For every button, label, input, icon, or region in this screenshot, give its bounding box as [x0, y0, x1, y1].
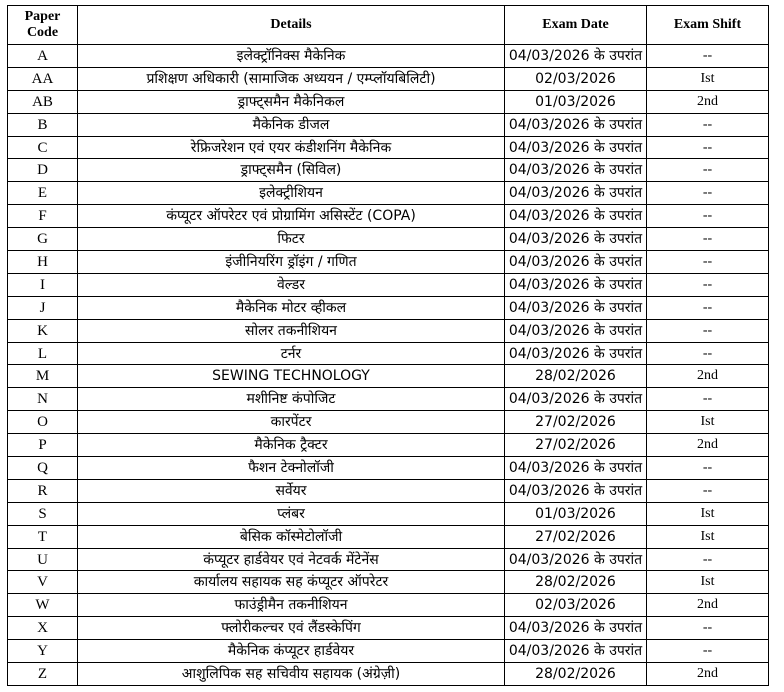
table-row: [8, 457, 769, 480]
table-row: [8, 67, 769, 90]
paper-code-cell: Y: [8, 640, 78, 663]
details-cell: SEWING TECHNOLOGY: [78, 365, 505, 388]
paper-code-cell: AA: [8, 67, 78, 90]
exam-date-cell: 28/02/2026: [505, 571, 647, 594]
exam-date-cell: 04/03/2026 के उपरांत: [505, 251, 647, 274]
table-row: [8, 411, 769, 434]
exam-shift-cell: Ist: [647, 67, 769, 90]
table-row: [8, 251, 769, 274]
header-details: Details: [78, 6, 505, 45]
paper-code-cell: P: [8, 434, 78, 457]
exam-date-cell: 04/03/2026 के उपरांत: [505, 113, 647, 136]
details-cell: इलेक्ट्रॉनिक्स मैकेनिक: [78, 45, 505, 68]
table-row: [8, 90, 769, 113]
paper-code-cell: J: [8, 296, 78, 319]
details-cell: कार्यालय सहायक सह कंप्यूटर ऑपरेटर: [78, 571, 505, 594]
details-cell: वेल्डर: [78, 273, 505, 296]
exam-date-cell: 04/03/2026 के उपरांत: [505, 228, 647, 251]
exam-shift-cell: 2nd: [647, 365, 769, 388]
exam-date-cell: 04/03/2026 के उपरांत: [505, 388, 647, 411]
paper-code-cell: E: [8, 182, 78, 205]
exam-shift-cell: --: [647, 640, 769, 663]
exam-shift-cell: --: [647, 388, 769, 411]
paper-code-cell: Q: [8, 457, 78, 480]
exam-shift-cell: --: [647, 45, 769, 68]
header-exam-date: Exam Date: [505, 6, 647, 45]
details-cell: कंप्यूटर ऑपरेटर एवं प्रोग्रामिंग असिस्टेंट (COPA): [78, 205, 505, 228]
paper-code-cell: AB: [8, 90, 78, 113]
details-cell: प्लंबर: [78, 502, 505, 525]
exam-shift-cell: --: [647, 617, 769, 640]
paper-code-cell: L: [8, 342, 78, 365]
exam-shift-cell: --: [647, 136, 769, 159]
exam-shift-cell: 2nd: [647, 594, 769, 617]
details-cell: आशुलिपिक सह सचिवीय सहायक (अंग्रेज़ी): [78, 663, 505, 686]
details-cell: सोलर तकनीशियन: [78, 319, 505, 342]
exam-date-cell: 04/03/2026 के उपरांत: [505, 205, 647, 228]
table-row: [8, 388, 769, 411]
paper-code-cell: D: [8, 159, 78, 182]
exam-date-cell: 02/03/2026: [505, 67, 647, 90]
table-row: [8, 228, 769, 251]
exam-date-cell: 04/03/2026 के उपरांत: [505, 319, 647, 342]
details-cell: मशीनिष्ट कंपोजिट: [78, 388, 505, 411]
table-header-row: [8, 6, 769, 45]
exam-date-cell: 04/03/2026 के उपरांत: [505, 640, 647, 663]
table-row: [8, 273, 769, 296]
table-row: [8, 663, 769, 686]
table-row: [8, 640, 769, 663]
paper-code-cell: B: [8, 113, 78, 136]
table-row: [8, 434, 769, 457]
exam-date-cell: 27/02/2026: [505, 525, 647, 548]
exam-date-cell: 04/03/2026 के उपरांत: [505, 136, 647, 159]
paper-code-cell: G: [8, 228, 78, 251]
exam-shift-cell: --: [647, 319, 769, 342]
table-row: [8, 159, 769, 182]
paper-code-cell: F: [8, 205, 78, 228]
exam-date-cell: 04/03/2026 के उपरांत: [505, 342, 647, 365]
paper-code-cell: X: [8, 617, 78, 640]
details-cell: मैकेनिक मोटर व्हीकल: [78, 296, 505, 319]
exam-date-cell: 28/02/2026: [505, 365, 647, 388]
details-cell: फैशन टेक्नोलॉजी: [78, 457, 505, 480]
paper-code-cell: W: [8, 594, 78, 617]
table-row: [8, 342, 769, 365]
exam-shift-cell: 2nd: [647, 90, 769, 113]
paper-code-cell: K: [8, 319, 78, 342]
exam-schedule-table: [7, 5, 769, 686]
exam-shift-cell: Ist: [647, 411, 769, 434]
paper-code-cell: R: [8, 479, 78, 502]
table-row: [8, 182, 769, 205]
details-cell: ड्राफ्ट्समैन मैकेनिकल: [78, 90, 505, 113]
exam-date-cell: 04/03/2026 के उपरांत: [505, 548, 647, 571]
paper-code-cell: H: [8, 251, 78, 274]
paper-code-cell: M: [8, 365, 78, 388]
table-row: [8, 205, 769, 228]
details-cell: फ्लोरीकल्चर एवं लैंडस्केपिंग: [78, 617, 505, 640]
exam-date-cell: 04/03/2026 के उपरांत: [505, 159, 647, 182]
details-cell: कारपेंटर: [78, 411, 505, 434]
exam-shift-cell: Ist: [647, 502, 769, 525]
exam-shift-cell: --: [647, 205, 769, 228]
exam-date-cell: 04/03/2026 के उपरांत: [505, 296, 647, 319]
exam-shift-cell: --: [647, 251, 769, 274]
table-row: [8, 571, 769, 594]
details-cell: मैकेनिक डीजल: [78, 113, 505, 136]
exam-shift-cell: 2nd: [647, 434, 769, 457]
paper-code-cell: U: [8, 548, 78, 571]
table-row: [8, 548, 769, 571]
paper-code-cell: T: [8, 525, 78, 548]
details-cell: इलेक्ट्रीशियन: [78, 182, 505, 205]
exam-shift-cell: --: [647, 296, 769, 319]
exam-shift-cell: --: [647, 113, 769, 136]
table-body: [8, 45, 769, 686]
table-row: [8, 113, 769, 136]
details-cell: टर्नर: [78, 342, 505, 365]
table-row: [8, 319, 769, 342]
details-cell: रेफ्रिजरेशन एवं एयर कंडीशनिंग मैकेनिक: [78, 136, 505, 159]
table-row: [8, 136, 769, 159]
paper-code-cell: S: [8, 502, 78, 525]
exam-shift-cell: --: [647, 159, 769, 182]
paper-code-cell: Z: [8, 663, 78, 686]
exam-shift-cell: 2nd: [647, 663, 769, 686]
exam-date-cell: 01/03/2026: [505, 90, 647, 113]
exam-date-cell: 04/03/2026 के उपरांत: [505, 45, 647, 68]
paper-code-cell: C: [8, 136, 78, 159]
table-row: [8, 296, 769, 319]
paper-code-cell: V: [8, 571, 78, 594]
exam-date-cell: 28/02/2026: [505, 663, 647, 686]
exam-date-cell: 04/03/2026 के उपरांत: [505, 617, 647, 640]
details-cell: मैकेनिक ट्रैक्टर: [78, 434, 505, 457]
table-row: [8, 617, 769, 640]
exam-shift-cell: --: [647, 342, 769, 365]
exam-date-cell: 04/03/2026 के उपरांत: [505, 273, 647, 296]
details-cell: कंप्यूटर हार्डवेयर एवं नेटवर्क मेंटेनेंस: [78, 548, 505, 571]
header-exam-shift: Exam Shift: [647, 6, 769, 45]
exam-date-cell: 01/03/2026: [505, 502, 647, 525]
paper-code-cell: A: [8, 45, 78, 68]
details-cell: बेसिक कॉस्मेटोलॉजी: [78, 525, 505, 548]
exam-shift-cell: --: [647, 182, 769, 205]
table-row: [8, 45, 769, 68]
paper-code-cell: I: [8, 273, 78, 296]
exam-date-cell: 02/03/2026: [505, 594, 647, 617]
details-cell: फिटर: [78, 228, 505, 251]
table-row: [8, 365, 769, 388]
exam-shift-cell: --: [647, 479, 769, 502]
exam-date-cell: 27/02/2026: [505, 411, 647, 434]
table-row: [8, 594, 769, 617]
exam-date-cell: 04/03/2026 के उपरांत: [505, 479, 647, 502]
exam-shift-cell: Ist: [647, 571, 769, 594]
table-row: [8, 479, 769, 502]
paper-code-cell: O: [8, 411, 78, 434]
details-cell: प्रशिक्षण अधिकारी (सामाजिक अध्ययन / एम्प्लॉयबिलिटी): [78, 67, 505, 90]
details-cell: ड्राफ्ट्समैन (सिविल): [78, 159, 505, 182]
details-cell: सर्वेयर: [78, 479, 505, 502]
details-cell: फाउंड्रीमैन तकनीशियन: [78, 594, 505, 617]
exam-shift-cell: --: [647, 273, 769, 296]
exam-shift-cell: --: [647, 228, 769, 251]
exam-shift-cell: Ist: [647, 525, 769, 548]
details-cell: इंजीनियरिंग ड्रॉइंग / गणित: [78, 251, 505, 274]
exam-date-cell: 27/02/2026: [505, 434, 647, 457]
exam-date-cell: 04/03/2026 के उपरांत: [505, 182, 647, 205]
header-paper-code: Paper Code: [8, 6, 78, 45]
exam-shift-cell: --: [647, 548, 769, 571]
table-row: [8, 502, 769, 525]
details-cell: मैकेनिक कंप्यूटर हार्डवेयर: [78, 640, 505, 663]
paper-code-cell: N: [8, 388, 78, 411]
exam-shift-cell: --: [647, 457, 769, 480]
exam-date-cell: 04/03/2026 के उपरांत: [505, 457, 647, 480]
table-row: [8, 525, 769, 548]
